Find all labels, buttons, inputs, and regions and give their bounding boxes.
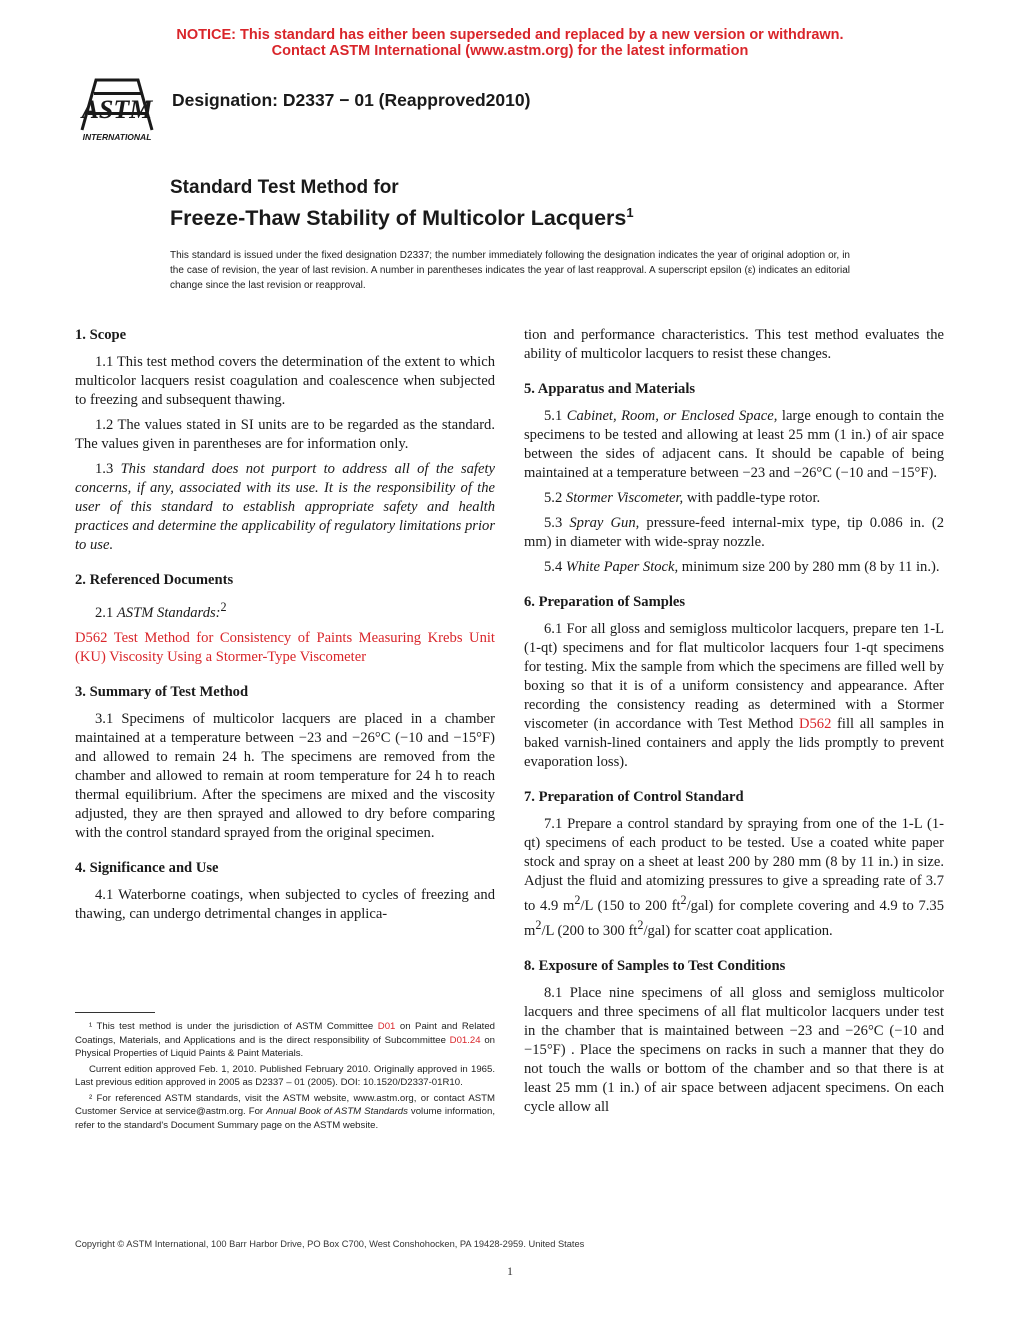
para-6-1-text-a: 6.1 For all gloss and semigloss multicolor lacquers, prepare ten 1-L (1-qt) specimens and for flat multicolor lacquers four 1-qt specimens for testing. Mix the sample from which the specimens are filled well by boxing so that it is of a uniform consistency and appearance. After recording the consistency reading as determined with a Stormer viscometer (in accordance with Test Method xyxy=(524,621,944,732)
title-line-1: Standard Test Method for xyxy=(170,177,399,198)
footnote-1-text-c: on Physical Properties of Liquid Paints & Paint Materials. xyxy=(75,1034,495,1059)
para-5-3-number: 5.3 xyxy=(544,515,570,531)
para-2-1-number: 2.1 xyxy=(95,604,117,621)
footnote-1-text-a: ¹ This test method is under the jurisdiction of ASTM Committee xyxy=(89,1021,378,1032)
para-1-3 xyxy=(75,460,495,555)
para-5-2 xyxy=(524,489,944,508)
footnote-1 xyxy=(75,1020,495,1061)
reference-d562[interactable] xyxy=(75,629,495,667)
notice-line-1: NOTICE: This standard has either been superseded and replaced by a new version or withdrawn. xyxy=(176,27,844,43)
section-3-heading: 3. Summary of Test Method xyxy=(75,683,249,700)
para-7-1-text-b: /L (150 to 200 ft xyxy=(580,897,681,914)
para-4-1-continued: tion and performance characteristics. This test method evaluates the ability of multicolor lacquers to resist these changes. xyxy=(524,327,944,362)
document-title xyxy=(170,176,634,232)
superscript-2a: 2 xyxy=(574,893,581,907)
footnote-2-text-b: volume information, refer to the standard's Document Summary page on the ASTM website. xyxy=(75,1106,495,1131)
copyright-notice: Copyright © ASTM International, 100 Barr Harbor Drive, PO Box C700, West Conshohocken, PA 19428-2959. United States xyxy=(75,1239,585,1249)
issued-note: This standard is issued under the fixed designation D2337; the number immediately following the designation indicates the year of original adoption or, in the case of revision, the year of last revision. A number in parentheses indicates the year of last reapproval. A superscript epsilon (ε) indicates an editorial change since the last revision or reapproval. xyxy=(170,250,850,291)
superscript-2c: 2 xyxy=(535,917,542,932)
section-1-heading: 1. Scope xyxy=(75,327,127,343)
footnote-2 xyxy=(75,1092,495,1133)
title-footnote-marker: 1 xyxy=(626,205,634,220)
para-5-3 xyxy=(524,514,944,552)
right-column xyxy=(524,326,944,1123)
footnote-2-text-a: ² For referenced ASTM standards, visit the ASTM website, www.astm.org, or contact ASTM Customer Service at service@astm.org. For xyxy=(75,1092,495,1117)
para-2-1-text: ASTM Standards: xyxy=(116,604,221,621)
subcommittee-d01-24-link[interactable]: D01.24 xyxy=(449,1034,481,1046)
footnote-2-book-title: Annual Book of ASTM Standards xyxy=(266,1106,408,1117)
d562-inline-link[interactable]: D562 xyxy=(798,716,832,732)
para-5-2-number: 5.2 xyxy=(544,490,566,506)
section-4-heading: 4. Significance and Use xyxy=(75,859,219,876)
para-1-3-text: This standard does not purport to address all of the safety concerns, if any, associated with its use. It is the responsibility of the user of this standard to establish appropriate safety and health practices and determine the applicability of regulatory limitations prior to use. xyxy=(75,461,495,553)
para-6-1-text-b: fill all samples in baked varnish-lined containers and apply the lids promptly to prevent evaporation loss). xyxy=(524,716,944,770)
reference-d562-title-link[interactable]: Test Method for Consistency of Paints Measuring Krebs Unit (KU) Viscosity Using a Stormer-Type Viscometer xyxy=(75,629,495,665)
left-column xyxy=(75,326,495,930)
para-7-1-text-a: 7.1 Prepare a control standard by spraying from one of the 1-L (1-qt) specimens of each product to be tested. Use a coated white paper stock and spray on a sheet at least 200 by 280 mm (8 by 11 in.) in size. Adjust the fluid and atomizing pressures to give a spreading rate of 3.7 to 4.9 m xyxy=(524,816,944,914)
notice-line-2: Contact ASTM International (www.astm.org) for the latest information xyxy=(271,43,749,59)
section-8-heading: 8. Exposure of Samples to Test Conditions xyxy=(524,957,786,974)
para-5-2-text: with paddle-type rotor. xyxy=(683,490,821,506)
para-5-1-term: Cabinet, Room, or Enclosed Space, xyxy=(566,408,778,424)
title-line-2 xyxy=(170,199,634,232)
footnote-divider xyxy=(75,1012,155,1013)
para-4-1: 4.1 Waterborne coatings, when subjected to cycles of freezing and thawing, can undergo detrimental changes in applica- xyxy=(75,886,495,922)
footnote-1-edition: Current edition approved Feb. 1, 2010. Published February 2010. Originally approved in 1965. Last previous edition approved in 2005 as D2337 – 01 (2005). DOI: 10.1520/D2337-01R10. xyxy=(75,1063,495,1088)
section-5-heading: 5. Apparatus and Materials xyxy=(524,381,696,397)
section-7-heading: 7. Preparation of Control Standard xyxy=(524,789,744,805)
astm-logo-icon xyxy=(74,72,160,144)
para-3-1: 3.1 Specimens of multicolor lacquers are placed in a chamber maintained at a temperature between −23 and −26°C (−10 and −15°F) and allowed to remain 24 h. The specimens are removed from the chamber and allowed to remain at room temperature for 24 h to reach thermal equilibrium. After the specimens are mixed and the viscosity adjusted, they are then sprayed and allowed to dry before comparing with the control standard sprayed from the original specimen. xyxy=(75,710,495,841)
svg-text:ASTM: ASTM xyxy=(81,95,153,124)
footnotes xyxy=(75,1020,495,1134)
para-8-1: 8.1 Place nine specimens of all gloss and semigloss multicolor lacquers and three specimens of all flat multicolor lacquers under test in the chamber that is maintained between −23 and −26°C (−10 and −15°F) . Place the specimens on racks in such a manner that they do not touch the walls or bottom of the chamber and so that there is at least 25 mm (1 in.) of air space between adjacent specimens. On each cycle allow all xyxy=(524,984,944,1115)
para-5-1-number: 5.1 xyxy=(544,408,567,424)
para-1-1: 1.1 This test method covers the determination of the extent to which multicolor lacquers resist coagulation and coalescence when subjected to freezing and subsequent thawing. xyxy=(75,354,495,408)
para-5-4-number: 5.4 xyxy=(544,559,566,575)
withdrawal-notice xyxy=(0,27,1020,59)
para-5-4 xyxy=(524,558,944,577)
footnote-marker-2: 2 xyxy=(220,600,227,614)
svg-text:INTERNATIONAL: INTERNATIONAL xyxy=(82,132,152,142)
superscript-2d: 2 xyxy=(637,917,644,932)
para-5-2-term: Stormer Viscometer, xyxy=(565,490,684,506)
section-6-heading: 6. Preparation of Samples xyxy=(524,594,686,610)
para-5-3-term: Spray Gun, xyxy=(569,515,640,531)
para-6-1 xyxy=(524,620,944,772)
para-7-1-text-c: /gal) for complete covering and 4.9 to 7.35 m xyxy=(524,897,944,939)
section-2-heading: 2. Referenced Documents xyxy=(75,572,234,588)
title-main: Freeze-Thaw Stability of Multicolor Lacquers xyxy=(170,206,627,231)
para-1-2: 1.2 The values stated in SI units are to be regarded as the standard. The values given in parentheses are for information only. xyxy=(75,417,495,452)
reference-d562-code-link[interactable]: D562 xyxy=(75,629,108,646)
para-1-3-number: 1.3 xyxy=(95,461,121,477)
designation: Designation: D2337 − 01 (Reapproved2010) xyxy=(172,90,531,110)
committee-d01-link[interactable]: D01 xyxy=(377,1021,396,1032)
para-7-1-text-e: /gal) for scatter coat application. xyxy=(643,922,833,939)
para-5-4-text: minimum size 200 by 280 mm (8 by 11 in.). xyxy=(678,559,940,575)
superscript-2b: 2 xyxy=(680,893,687,907)
para-7-1-text-d: /L (200 to 300 ft xyxy=(541,922,638,939)
page-number: 1 xyxy=(507,1264,513,1278)
para-5-3-text: pressure-feed internal-mix type, tip 0.086 in. (2 mm) in diameter with wide-spray nozzle. xyxy=(524,515,945,550)
para-5-1-text: large enough to contain the specimens to be tested and allowing at least 25 mm (1 in.) of air space between the sides of adjacent cans. It should be capable of being maintained at a temperature between −23 and −26°C (−10 and −15°F). xyxy=(524,408,944,481)
footnote-1-text-b: on Paint and Related Coatings, Materials, and Applications and is the direct responsibility of Subcommittee xyxy=(75,1021,495,1046)
para-5-1 xyxy=(524,407,944,483)
para-2-1 xyxy=(75,598,495,623)
para-5-4-term: White Paper Stock, xyxy=(565,559,679,575)
para-7-1 xyxy=(524,815,944,941)
